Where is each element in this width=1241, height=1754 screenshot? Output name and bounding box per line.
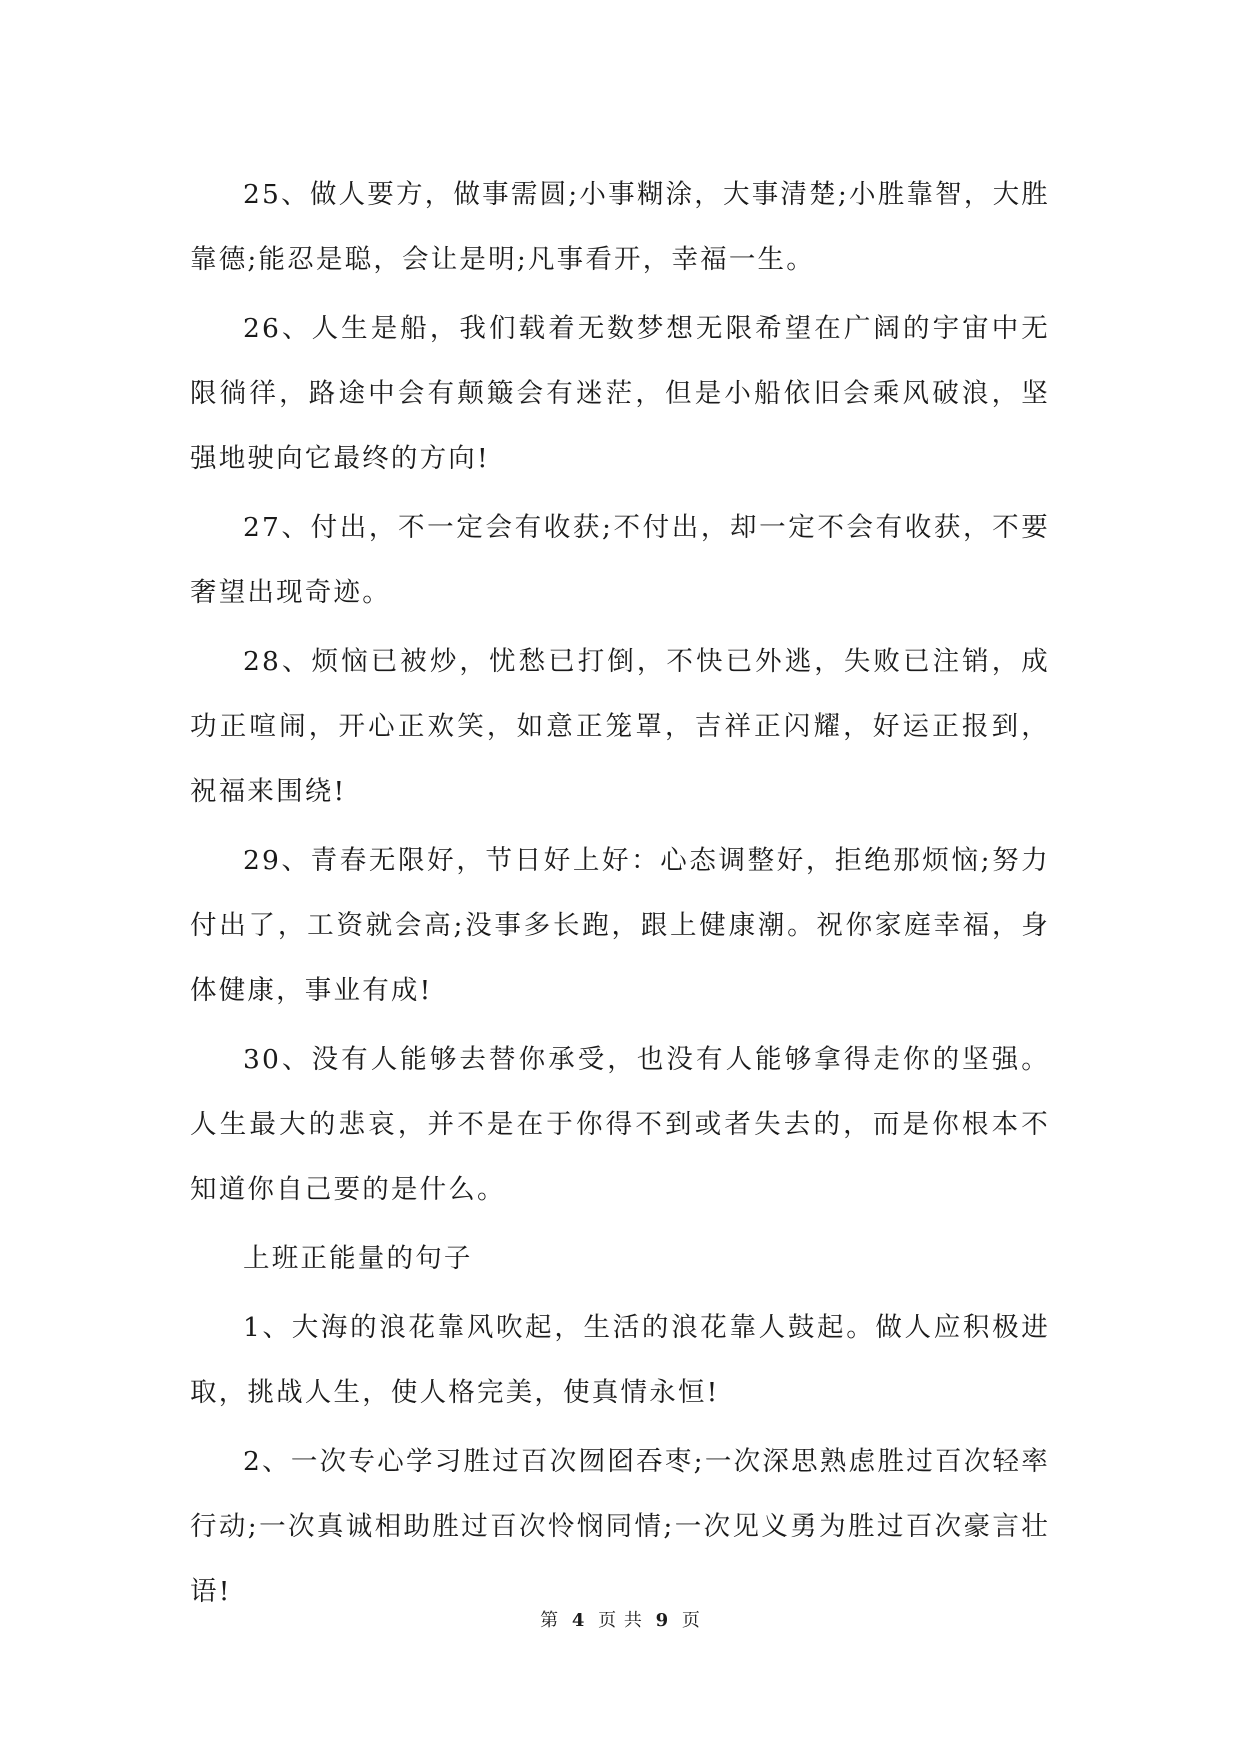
paragraph-25: 25、做人要方，做事需圆;小事糊涂，大事清楚;小胜靠智，大胜靠德;能忍是聪，会让是明;凡事看开，幸福一生。 — [190, 179, 1050, 275]
footer-suffix: 页 — [681, 1610, 701, 1631]
paragraph-27: 27、付出，不一定会有收获;不付出，却一定不会有收获，不要奢望出现奇迹。 — [190, 512, 1050, 608]
paragraph-2: 2、一次专心学习胜过百次囫囵吞枣;一次深思熟虑胜过百次轻率行动;一次真诚相助胜过百次怜悯同情;一次见义勇为胜过百次豪言壮语! — [190, 1446, 1050, 1607]
paragraph-26: 26、人生是船，我们载着无数梦想无限希望在广阔的宇宙中无限徜徉，路途中会有颠簸会有迷茫，但是小船依旧会乘风破浪，坚强地驶向它最终的方向! — [190, 313, 1050, 474]
section-heading: 上班正能量的句子 — [243, 1243, 473, 1274]
paragraph-1: 1、大海的浪花靠风吹起，生活的浪花靠人鼓起。做人应积极进取，挑战人生，使人格完美，使真情永恒! — [190, 1312, 1050, 1408]
footer-middle: 页 共 — [598, 1610, 643, 1631]
footer-prefix: 第 — [540, 1610, 560, 1631]
footer-page-number: 4 — [571, 1610, 586, 1631]
document-body — [190, 162, 1050, 1628]
page-footer — [0, 1606, 1241, 1632]
footer-total-pages: 9 — [655, 1610, 670, 1631]
paragraph-29: 29、青春无限好，节日好上好：心态调整好，拒绝那烦恼;努力付出了，工资就会高;没事多长跑，跟上健康潮。祝你家庭幸福，身体健康，事业有成! — [190, 845, 1050, 1006]
paragraph-28: 28、烦恼已被炒，忧愁已打倒，不快已外逃，失败已注销，成功正喧闹，开心正欢笑，如意正笼罩，吉祥正闪耀，好运正报到，祝福来围绕! — [190, 646, 1050, 807]
paragraph-30: 30、没有人能够去替你承受，也没有人能够拿得走你的坚强。人生最大的悲哀，并不是在于你得不到或者失去的，而是你根本不知道你自己要的是什么。 — [190, 1044, 1050, 1205]
